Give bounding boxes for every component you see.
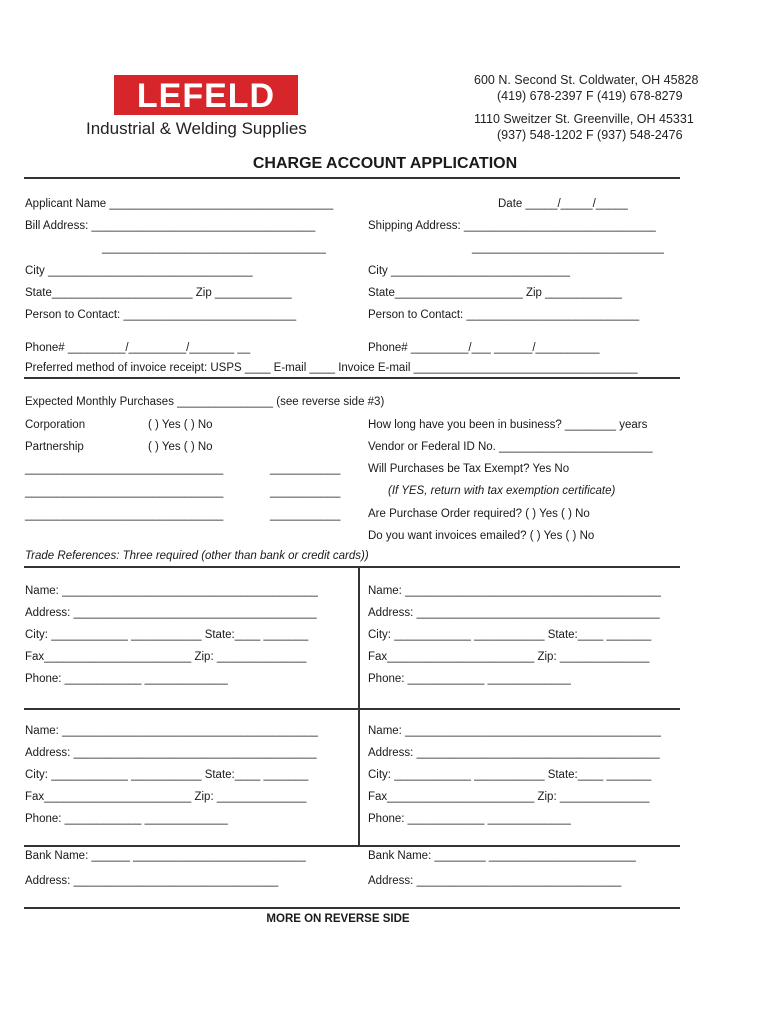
ship-state-zip-field[interactable]: State____________________ Zip ____________ [368,287,622,299]
ref4-city-state-field[interactable]: City: ____________ ___________ State:____ _______ [368,769,652,781]
column-divider [358,568,360,708]
ref1-name-field[interactable]: Name: ________________________________________ [25,585,318,597]
ref1-address-field[interactable]: Address: ______________________________________ [25,607,317,619]
ref2-name-field[interactable]: Name: ________________________________________ [368,585,661,597]
bank2-address-field[interactable]: Address: ________________________________ [368,875,622,887]
reverse-side-note: MORE ON REVERSE SIDE [266,913,410,925]
blank-line[interactable]: _______________________________ [25,463,224,475]
corporation-options[interactable]: ( ) Yes ( ) No [148,419,213,431]
bill-phone-field[interactable]: Phone# _________/_________/_______ __ [25,342,251,354]
invoice-email-field[interactable]: Do you want invoices emailed? ( ) Yes ( ) No [368,530,595,542]
divider [24,566,680,568]
ref4-address-field[interactable]: Address: ______________________________________ [368,747,660,759]
ref3-name-field[interactable]: Name: ________________________________________ [25,725,318,737]
ref3-address-field[interactable]: Address: ______________________________________ [25,747,317,759]
divider [24,907,680,909]
bank-name-field[interactable]: Bank Name: ______ ___________________________ [25,850,306,862]
shipping-address-field[interactable]: Shipping Address: ______________________________ [368,220,656,232]
blank-line[interactable]: ___________ [270,509,341,521]
tax-exempt-field[interactable]: Will Purchases be Tax Exempt? Yes No [368,463,570,475]
address-coldwater: 600 N. Second St. Coldwater, OH 45828 [474,73,699,87]
form-title: CHARGE ACCOUNT APPLICATION [252,155,518,172]
corporation-label: Corporation [25,419,86,431]
phone-coldwater: (419) 678-2397 F (419) 678-8279 [497,89,683,103]
divider [24,377,680,379]
ref3-fax-zip-field[interactable]: Fax_______________________ Zip: ______________ [25,791,307,803]
bank2-name-field[interactable]: Bank Name: ________ _______________________ [368,850,636,862]
logo-text: LEFELD [136,77,276,115]
ref2-fax-zip-field[interactable]: Fax_______________________ Zip: ______________ [368,651,650,663]
blank-line[interactable]: ___________ [270,463,341,475]
divider [24,177,680,179]
ref1-city-state-field[interactable]: City: ____________ ___________ State:____ _______ [25,629,309,641]
blank-line[interactable]: _______________________________ [25,509,224,521]
trade-references-heading: Trade References: Three required (other than bank or credit cards)) [25,550,369,562]
monthly-purchases-field[interactable]: Expected Monthly Purchases _______________ (see reverse side #3) [25,396,385,408]
ref1-phone-field[interactable]: Phone: ____________ _____________ [25,673,228,685]
logo-tagline: Industrial & Welding Supplies [86,119,307,138]
ref2-city-state-field[interactable]: City: ____________ ___________ State:____ _______ [368,629,652,641]
ref4-name-field[interactable]: Name: ________________________________________ [368,725,661,737]
bill-contact-field[interactable]: Person to Contact: ___________________________ [25,309,297,321]
bill-city-field[interactable]: City ________________________________ [25,265,253,277]
ref2-phone-field[interactable]: Phone: ____________ _____________ [368,673,571,685]
purchase-order-field[interactable]: Are Purchase Order required? ( ) Yes ( ) No [368,508,590,520]
ref4-fax-zip-field[interactable]: Fax_______________________ Zip: ______________ [368,791,650,803]
bill-state-zip-field[interactable]: State______________________ Zip ____________ [25,287,292,299]
ship-city-field[interactable]: City ____________________________ [368,265,571,277]
shipping-address-line2[interactable]: ______________________________ [472,242,664,254]
address-greenville: 1110 Sweitzer St. Greenville, OH 45331 [474,112,694,126]
applicant-name-field[interactable]: Applicant Name ___________________________________ [25,198,334,210]
divider [24,708,680,710]
ref1-fax-zip-field[interactable]: Fax_______________________ Zip: ______________ [25,651,307,663]
ship-phone-field[interactable]: Phone# _________/___ ______/__________ [368,342,600,354]
partnership-label: Partnership [25,441,84,453]
tax-exempt-note: (If YES, return with tax exemption certificate) [388,485,616,497]
divider [24,845,680,847]
partnership-options[interactable]: ( ) Yes ( ) No [148,441,213,453]
company-logo [114,75,298,115]
ref2-address-field[interactable]: Address: ______________________________________ [368,607,660,619]
ref4-phone-field[interactable]: Phone: ____________ _____________ [368,813,571,825]
column-divider [358,710,360,846]
phone-greenville: (937) 548-1202 F (937) 548-2476 [497,128,683,142]
date-field[interactable]: Date _____/_____/_____ [498,198,628,210]
years-in-business-field[interactable]: How long have you been in business? ________ years [368,419,648,431]
ref3-city-state-field[interactable]: City: ____________ ___________ State:____ _______ [25,769,309,781]
vendor-id-field[interactable]: Vendor or Federal ID No. ________________________ [368,441,653,453]
bill-address-line2[interactable]: ___________________________________ [102,242,326,254]
ref3-phone-field[interactable]: Phone: ____________ _____________ [25,813,228,825]
blank-line[interactable]: ___________ [270,486,341,498]
bill-address-field[interactable]: Bill Address: ___________________________________ [25,220,316,232]
bank-address-field[interactable]: Address: ________________________________ [25,875,279,887]
ship-contact-field[interactable]: Person to Contact: ___________________________ [368,309,640,321]
invoice-method-field[interactable]: Preferred method of invoice receipt: USPS ____ E-mail ____ Invoice E-mail ___________________________________ [25,362,638,374]
blank-line[interactable]: _______________________________ [25,486,224,498]
